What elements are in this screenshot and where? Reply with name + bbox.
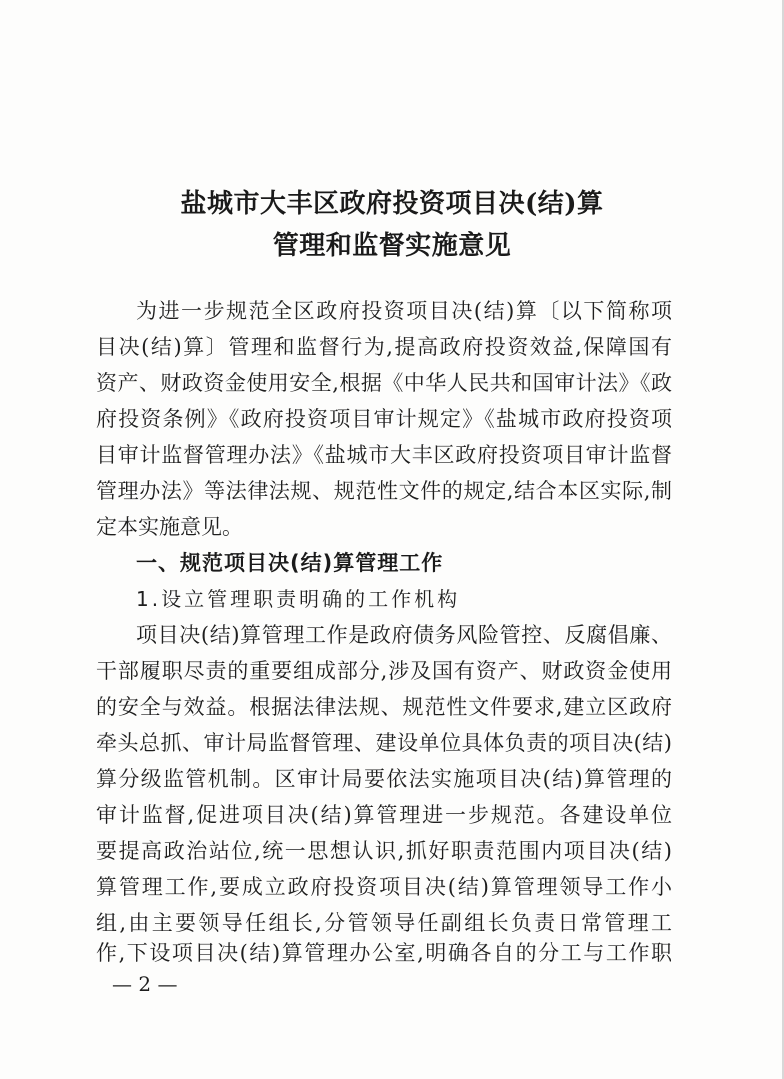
paragraph-line: 干部履职尽责的重要组成部分,涉及国有资产、财政资金使用 bbox=[96, 659, 672, 683]
page-number: — 2 — bbox=[112, 972, 178, 996]
section-heading: 一、规范项目决(结)算管理工作 bbox=[136, 551, 444, 575]
preamble-line: 管理办法》等法律法规、规范性文件的规定,结合本区实际,制 bbox=[96, 479, 672, 503]
preamble-line: 定本实施意见。 bbox=[96, 515, 243, 539]
paragraph-line: 牵头总抓、审计局监督管理、建设单位具体负责的项目决(结) bbox=[96, 731, 672, 755]
paragraph-line: 作,下设项目决(结)算管理办公室,明确各自的分工与工作职 bbox=[96, 941, 672, 965]
paragraph-line: 项目决(结)算管理工作是政府债务风险管控、反腐倡廉、 bbox=[136, 623, 672, 647]
document-title-line-2: 管理和监督实施意见 bbox=[272, 231, 512, 261]
preamble-line: 为进一步规范全区政府投资项目决(结)算〔以下简称项 bbox=[136, 299, 672, 323]
paragraph-line: 审计监督,促进项目决(结)算管理进一步规范。各建设单位 bbox=[96, 803, 672, 827]
paragraph-line: 要提高政治站位,统一思想认识,抓好职责范围内项目决(结) bbox=[96, 839, 672, 863]
paragraph-line: 算管理工作,要成立政府投资项目决(结)算管理领导工作小 bbox=[96, 875, 672, 899]
paragraph-line: 组,由主要领导任组长,分管领导任副组长负责日常管理工 bbox=[96, 911, 672, 935]
paragraph-line: 的安全与效益。根据法律法规、规范性文件要求,建立区政府 bbox=[96, 695, 672, 719]
paragraph-line: 算分级监管机制。区审计局要依法实施项目决(结)算管理的 bbox=[96, 767, 672, 791]
subsection-heading: 1.设立管理职责明确的工作机构 bbox=[136, 587, 461, 611]
preamble-line: 目决(结)算〕管理和监督行为,提高政府投资效益,保障国有 bbox=[96, 335, 672, 359]
preamble-line: 目审计监督管理办法》《盐城市大丰区政府投资项目审计监督 bbox=[96, 443, 672, 467]
document-title-line-1: 盐城市大丰区政府投资项目决(结)算 bbox=[180, 189, 604, 219]
preamble-line: 资产、财政资金使用安全,根据《中华人民共和国审计法》《政 bbox=[96, 371, 672, 395]
preamble-line: 府投资条例》《政府投资项目审计规定》《盐城市政府投资项 bbox=[96, 407, 672, 431]
